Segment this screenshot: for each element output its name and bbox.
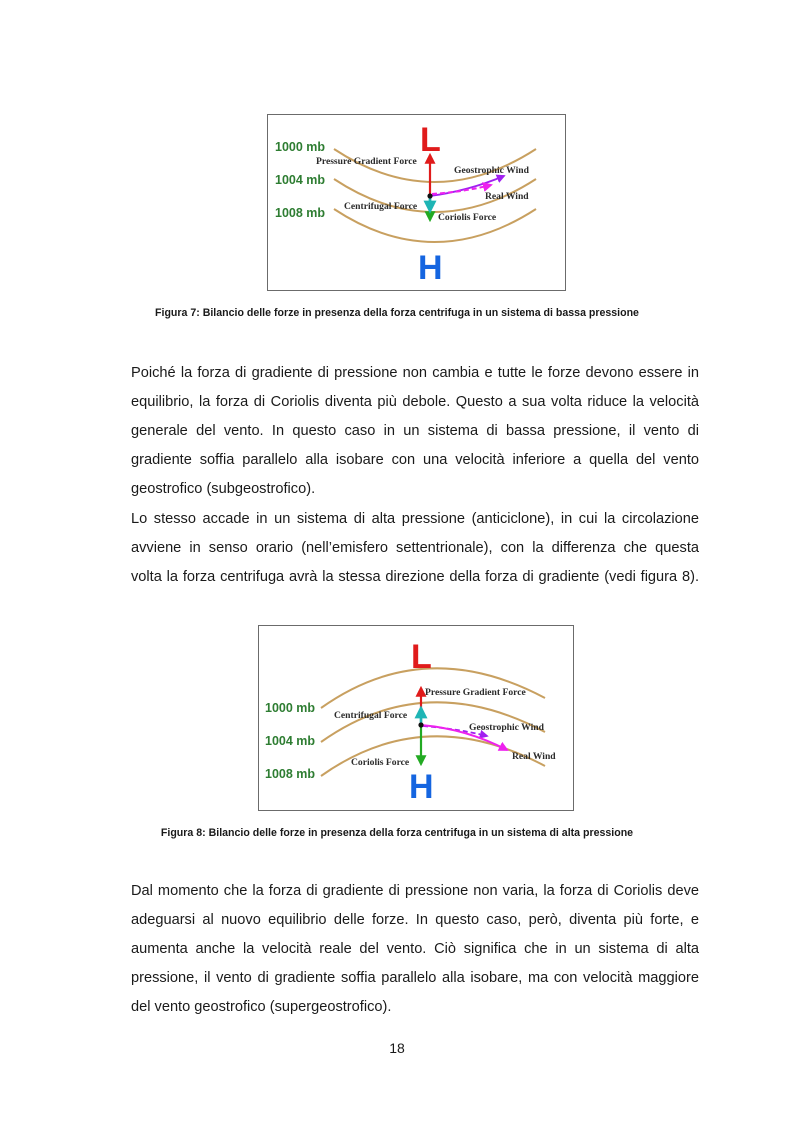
- paragraph-subgeostrophic: [131, 359, 699, 504]
- label-centrifugal-force: Centrifugal Force: [344, 201, 418, 212]
- label-pressure-gradient-force: Pressure Gradient Force: [425, 687, 526, 698]
- text-line: Dal momento che la forza di gradiente di pressione non varia, la forza di Coriolis deve: [131, 883, 699, 899]
- text-line: gradiente soffia parallelo alla isobare con una velocità inferiore a quella del vento: [131, 452, 699, 468]
- parcel-point: [418, 722, 423, 727]
- label-centrifugal-force: Centrifugal Force: [334, 710, 408, 721]
- label-geostrophic-wind: Geostrophic Wind: [454, 165, 529, 176]
- isobar-label-1008: 1008 mb: [265, 767, 316, 781]
- text-line: aumenta anche la velocità reale del vento. Ciò significa che in un sistema di alta: [131, 941, 699, 957]
- text-line: Poiché la forza di gradiente di pressione non cambia e tutte le forze devono essere in: [131, 365, 699, 381]
- isobar-label-1000: 1000 mb: [265, 701, 316, 715]
- label-coriolis-force: Coriolis Force: [438, 212, 497, 223]
- label-real-wind: Real Wind: [512, 751, 556, 762]
- label-real-wind: Real Wind: [485, 191, 529, 202]
- low-pressure-label: L: [420, 121, 441, 159]
- parcel-point: [427, 193, 432, 198]
- isobar-label-1004: 1004 mb: [275, 173, 326, 187]
- label-pressure-gradient-force: Pressure Gradient Force: [316, 156, 417, 167]
- text-line: adeguarsi al nuovo equilibrio delle forze. In questo caso, però, diventa più forte, e: [131, 912, 699, 928]
- text-line: generale del vento. In questo caso in un sistema di bassa pressione, il vento di: [131, 423, 699, 439]
- low-pressure-label: L: [411, 638, 432, 676]
- figure-7-low-pressure-diagram: [267, 114, 566, 291]
- isobar-label-1004: 1004 mb: [265, 734, 316, 748]
- figure-8-caption: Figura 8: Bilancio delle forze in presenza della forza centrifuga in un sistema di alta pressione: [160, 827, 634, 839]
- figure-8-high-pressure-diagram: [258, 625, 574, 811]
- text-line: avviene in senso orario (nell’emisfero settentrionale), con la differenza che questa: [131, 540, 699, 556]
- page-number: 18: [389, 1040, 405, 1056]
- text-line: geostrofico (subgeostrofico).: [131, 481, 316, 497]
- text-line: equilibrio, la forza di Coriolis diventa più debole. Questo a sua volta riduce la velocità: [131, 394, 699, 410]
- high-pressure-label: H: [418, 249, 443, 287]
- text-line: del vento geostrofico (supergeostrofico).: [131, 999, 392, 1015]
- paragraph-anticyclone: [131, 505, 699, 592]
- text-line: volta la forza centrifuga avrà la stessa direzione della forza di gradiente (vedi figura 8).: [131, 569, 699, 585]
- isobar-label-1008: 1008 mb: [275, 206, 326, 220]
- isobar-label-1000: 1000 mb: [275, 140, 326, 154]
- label-coriolis-force: Coriolis Force: [351, 757, 410, 768]
- text-line: pressione, il vento di gradiente soffia parallelo alla isobare, ma con velocità maggiore: [131, 970, 699, 986]
- isobar-1008: [334, 209, 536, 242]
- figure-7-caption: Figura 7: Bilancio delle forze in presenza della forza centrifuga in un sistema di bassa pressione: [155, 307, 639, 319]
- paragraph-supergeostrophic: [131, 877, 699, 1022]
- high-pressure-label: H: [409, 768, 434, 806]
- label-geostrophic-wind: Geostrophic Wind: [469, 722, 544, 733]
- text-line: Lo stesso accade in un sistema di alta pressione (anticiclone), in cui la circolazione: [131, 511, 699, 527]
